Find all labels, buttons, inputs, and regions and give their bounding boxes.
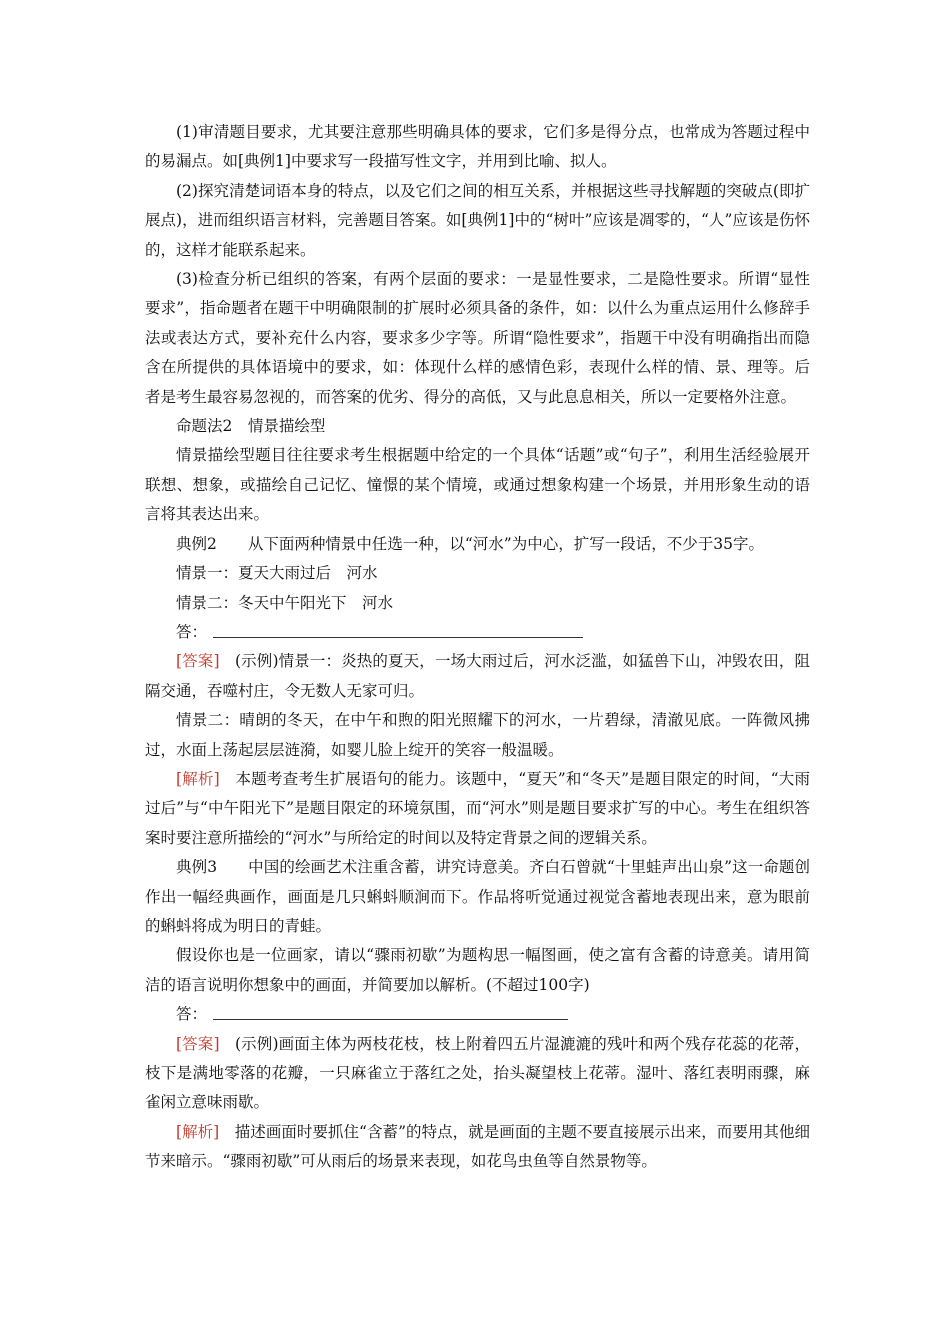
scene-1-label: 情景一：夏天大雨过后 <box>176 564 332 583</box>
answer-tag: [答案] <box>176 1034 220 1053</box>
answer-blank-2 <box>145 618 810 647</box>
example-2-label: 典例2 <box>176 534 217 553</box>
example-3-question <box>145 853 810 941</box>
scene-1 <box>145 559 810 588</box>
answer-prompt: 答： <box>176 622 208 641</box>
example-3-answer <box>145 1030 810 1118</box>
answer-blank-3 <box>145 1000 810 1029</box>
paragraph-point-3: (3)检查分析已组织的答案，有两个层面的要求：一是显性要求，二是隐性要求。所谓“显性要求”，指命题者在题干中明确限制的扩展时必须具备的条件，如：以什么为重点运用什么修辞手法或表达方式，要补充什么内容，要求多少字等。所谓“隐性要求”，指题干中没有明确指出而隐含在所提供的具体语境中的要求，如：体现什么样的感情色彩，表现什么样的情、景、理等。后者是考生最容易忽视的，而答案的优劣、得分的高低，又与此息息相关，所以一定要格外注意。 <box>145 270 810 406</box>
example-2-answer-1 <box>145 647 810 706</box>
example-3-label: 典例3 <box>176 858 218 877</box>
analysis-tag: [解析] <box>176 769 220 788</box>
example-2-analysis <box>145 765 810 853</box>
paragraph-point-1: (1)审清题目要求，尤其要注意那些明确具体的要求，它们多是得分点，也常成为答题过程中的易漏点。如[典例1]中要求写一段描写性文字，并用到比喻、拟人。 <box>145 123 810 171</box>
example-3-text: 中国的绘画艺术注重含蓄，讲究诗意美。齐白石曾就“十里蛙声出山泉”这一命题创作出一幅经典画作，画面是几只蝌蚪顺涧而下。作品将听觉通过视觉含蓄地表现出来，意为眼前的蝌蚪将成为明日的青蛙。 <box>145 858 810 935</box>
scene-2-label: 情景二：冬天中午阳光下 <box>176 593 347 612</box>
example-3-task: 假设你也是一位画家，请以“骤雨初歇”为题构思一幅图画，使之富有含蓄的诗意美。请用简洁的语言说明你想象中的画面，并简要加以解析。(不超过100字) <box>145 946 810 994</box>
paragraph-point-2: (2)探究清楚词语本身的特点，以及它们之间的相互关系，并根据这些寻找解题的突破点(即扩展点)，进而组织语言材料，完善题目答案。如[典例1]中的“树叶”应该是凋零的，“人”应该是伤怀的，这样才能联系起来。 <box>145 181 810 259</box>
answer-underline <box>213 636 583 638</box>
example-3-analysis <box>145 1118 810 1177</box>
method-heading <box>145 412 810 441</box>
example-2-analysis-text: 本题考查考生扩展语句的能力。该题中，“夏天”和“冬天”是题目限定的时间，“大雨过后”与“中午阳光下”是题目限定的环境氛围，而“河水”则是题目要求扩写的中心。考生在组织答案时要注意所描绘的“河水”与所给定的时间以及特定背景之间的逻辑关系。 <box>145 769 810 847</box>
method-description: 情景描绘型题目往往要求考生根据题中给定的一个具体“话题”或“句子”，利用生活经验展开联想、想象，或描绘自己记忆、憧憬的某个情境，或通过想象构建一个场景，并用形象生动的语言将其表达出来。 <box>145 446 810 524</box>
scene-1-subject: 河水 <box>346 564 378 583</box>
scene-2-subject: 河水 <box>362 593 394 612</box>
document-page <box>145 118 810 1177</box>
answer-prompt: 答： <box>176 1005 208 1024</box>
answer-underline <box>213 1018 568 1020</box>
example-2-answer-2: 情景二：晴朗的冬天，在中午和煦的阳光照耀下的河水，一片碧绿，清澈见底。一阵微风拂过，水面上荡起层层涟漪，如婴儿脸上绽开的笑容一般温暖。 <box>145 711 810 759</box>
example-2-answer-text-1: (示例)情景一：炎热的夏天，一场大雨过后，河水泛滥，如猛兽下山，冲毁农田，阻隔交通，吞噬村庄，令无数人无家可归。 <box>145 652 810 700</box>
answer-tag: [答案] <box>176 652 220 671</box>
example-3-answer-text: (示例)画面主体为两枝花枝，枝上附着四五片湿漉漉的残叶和两个残存花蕊的花蒂，枝下是满地零落的花瓣，一只麻雀立于落红之处，抬头凝望枝上花蒂。湿叶、落红表明雨骤，麻雀闲立意味雨歇。 <box>145 1034 810 1112</box>
analysis-tag: [解析] <box>176 1122 220 1141</box>
example-3-analysis-text: 描述画面时要抓住“含蓄”的特点，就是画面的主题不要直接展示出来，而要用其他细节来暗示。“骤雨初歇”可从雨后的场景来表现，如花鸟虫鱼等自然景物等。 <box>145 1122 810 1171</box>
example-2-text: 从下面两种情景中任选一种，以“河水”为中心，扩写一段话，不少于35字。 <box>247 534 764 553</box>
method-title: 情景描绘型 <box>247 417 326 436</box>
scene-2 <box>145 589 810 618</box>
example-2-question <box>145 530 810 559</box>
method-label: 命题法2 <box>176 417 233 436</box>
